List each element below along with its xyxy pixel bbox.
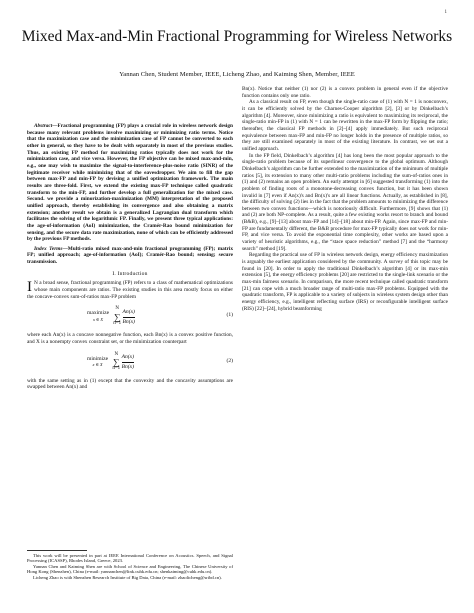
index-terms bbox=[27, 246, 233, 266]
drop-cap: I bbox=[27, 279, 32, 296]
intro-text-1: N a broad sense, fractional programming (FP) refers to a class of mathematical optimizations whose main components are ratios. The existing studies in this area mostly focus on either the concave-convex sum-of-ratios max-FP problem bbox=[27, 280, 233, 300]
right-paragraph-4: Regarding the practical use of FP in wireless network design, energy efficiency maximization is arguably the earliest application considered by the community. A survey of this topic may be found in [20]. In order to apply the traditional Dinkelbach’s algorithm [4] or its max-min extension [5], the energy efficiency problems [20] are restricted to the single-link scenario or the max-min fairness scenario. In comparison, the more recent technique called quadratic transform [21] can cope with a much broader range of multi-ratio max-FP problems. Equipped with the quadratic transform, FP is applicable to a variety of subjects in wireless system design other than energy efficiency, e.g., intelligent reflecting surface (IRS) or reconfigurable intelligent surface (RIS) [22]–[24], hybrid beamforming bbox=[242, 252, 448, 312]
equation-1 bbox=[27, 303, 233, 329]
eq2-operator: minimize bbox=[87, 355, 109, 362]
eq1-numerator: An(x) bbox=[122, 308, 135, 315]
abstract-text: —Fractional programming (FP) plays a crucial role in wireless network design because many relevant problems involve maximizing or minimizing ratio terms. Notice that the maximization case and the minimization case of FP cannot be converted to each other in general, so they have to be dealt with separately in most of the previous studies. Thus, an existing FP method for maximizing ratios typically does not work for the minimization case, and vice versa. However, the FP objective can be mixed max-and-min, e.g., one may wish to maximize the signal-to-interference-plus-noise ratio (SINR) of the legitimate receiver while minimizing that of the eavesdropper. We aim to fill the gap between max-FP and min-FP by devising a unified optimization framework. The main results are three-fold. First, we extend the existing max-FP technique called quadratic transform to the min-FP, and further develop a full generalization for the mixed case. Second. we provide a minorization-maximization (MM) interpretation of the proposed unified approach, thereby establishing its convergence and also obtaining a matrix extension; another result we obtain is a generalized Lagrangian dual transform which facilitates the solving of the logarithmic FP. Finally, we present three typical applications: the age-of-information (AoI) minimization, the Cramér-Rao bound minimization for sensing, and the secure data rate maximization, none of which can be efficiently addressed by the previous FP methods. bbox=[27, 123, 233, 243]
footnote-3: Licheng Zhao is with Shenzhen Research Institute of Big Data, China (e-mail: zhaolicheng@sribd.cn). bbox=[33, 574, 222, 580]
footnote-rule bbox=[27, 550, 87, 551]
author-line: Yannan Chen, Student Member, IEEE, Licheng Zhao, and Kaiming Shen, Member, IEEE bbox=[119, 71, 355, 78]
eq2-number: (2) bbox=[226, 357, 233, 364]
right-column bbox=[242, 86, 448, 312]
intro-paragraph-3: with the same setting as in (1) except that the convexity and the concavity assumptions are swapped between An(x) and bbox=[27, 377, 233, 391]
footnote-2: Yannan Chen and Kaiming Shen are with School of Science and Engineering, The Chinese University of Hong Kong (Shenzhen), China (e-mail: yannanchen@link.cuhk.edu.cn; shenkaiming@cuhk.edu.cn). bbox=[27, 563, 233, 575]
eq1-subscript: x ∈ X bbox=[92, 317, 104, 323]
right-paragraph-1: Bn(x). Notice that neither (1) nor (2) is a convex problem in general even if the objective function contains only one ratio. bbox=[242, 86, 448, 99]
eq2-denominator: Bn(x) bbox=[121, 363, 135, 370]
eq1-sum-top: N bbox=[115, 306, 119, 312]
equation-2 bbox=[27, 349, 233, 375]
intro-paragraph-2: where each An(x) is a concave nonnegative function, each Bn(x) is a convex positive function, and X is a nonempty convex constraint set, or the minimization counterpart bbox=[27, 332, 233, 346]
left-column bbox=[27, 85, 233, 391]
page-number: 1 bbox=[444, 10, 447, 15]
eq1-sum: ∑ bbox=[113, 312, 121, 323]
footnotes bbox=[27, 550, 233, 580]
abstract-label: Abstract bbox=[34, 123, 53, 129]
eq2-sum-top: N bbox=[114, 351, 119, 357]
right-paragraph-2: As a classical result on FP, even though the single-ratio case of (1) with N = 1 is nonconvex, it can be efficiently solved by the Charnes-Cooper algorithm [2], [3] or by Dinkelbach’s algorithm [4]. Moreover, since minimizing a ratio is equivalent to maximizing its reciprocal, the single-ratio min-FP in (1) with N = 1 can be rewritten in the max-FP form by flipping the ratio; thereafter, the classical FP methods in [2]–[4] apply immediately. But such reciprocal equivalence between max-FP and min-FP no longer holds in the presence of multiple ratios, so they are still examined separately in most of the existing literature. In contrast, we set out a unified approach. bbox=[242, 99, 448, 152]
index-terms-text: —Multi-ratio mixed max-and-min fractional programming (FP); matrix FP; unified approach; age-of-information (AoI); Cramér-Rao bound; sensing; secure transmission. bbox=[27, 245, 233, 266]
eq1-denominator: Bn(x) bbox=[122, 318, 135, 325]
eq2-numerator: An(x) bbox=[121, 354, 135, 361]
eq2-sum: ∑ bbox=[113, 357, 120, 368]
eq2-subscript: x ∈ X bbox=[92, 362, 103, 368]
intro-paragraph-1 bbox=[27, 280, 233, 300]
section-heading: I. Introduction bbox=[112, 270, 148, 277]
paper-title: Mixed Max-and-Min Fractional Programming for Wireless Networks bbox=[21, 28, 453, 45]
index-terms-label: Index Terms bbox=[34, 245, 63, 252]
eq2-sum-bottom: n=1 bbox=[112, 366, 121, 372]
eq1-operator: maximize bbox=[87, 310, 110, 317]
eq1-sum-bottom: n=1 bbox=[113, 321, 122, 327]
abstract bbox=[27, 123, 233, 243]
right-paragraph-3: In the FP field, Dinkelbach’s algorithm [4] has long been the most popular approach to the single-ratio problem because of its superlinear convergence to the global optimum. Although Dinkelbach’s algorithm can be further extended to the maximization of the minimum of multiple ratios [5], its extension to many other multi-ratio problems including the sum-of-ratios ones in (1) and (2) remains an open problem. An early attempt in [6] suggested transforming (1) into the problem of finding roots of a monotone-decreasing convex function, but it has been shown invalid in [7] even if An(x)'s and Bn(x)'s are all linear functions. Actually, as established in [8], the difficulty of solving (2) lies in the fact that the problem amounts to minimizing the difference between two convex functions—which is notoriously difficult. Furthermore, [9] shows that (1) and (2) are both NP-complete. As a result, quite a few existing works resort to branch and bound (B&B), e.g., [9]–[13] about max-FP and [14]–[18] about min-FP. Again, since max-FP and min-FP are fundamentally different, the B&B procedure for max-FP typically does not work for min-FP, and vice versa. To avoid the exponential time complexity, other works are based upon a variety of heuristic algorithms, e.g., the “stace space reduction” method [7] and the “harmony search” method [19]. bbox=[242, 152, 448, 252]
eq1-number: (1) bbox=[226, 312, 233, 319]
footnote-1: This work will be presented in part at IEEE International Conference on Acoustics. Speech, and Signal Processing (ICASSP), Rhodes Island, Greece, 2023. bbox=[27, 553, 233, 564]
